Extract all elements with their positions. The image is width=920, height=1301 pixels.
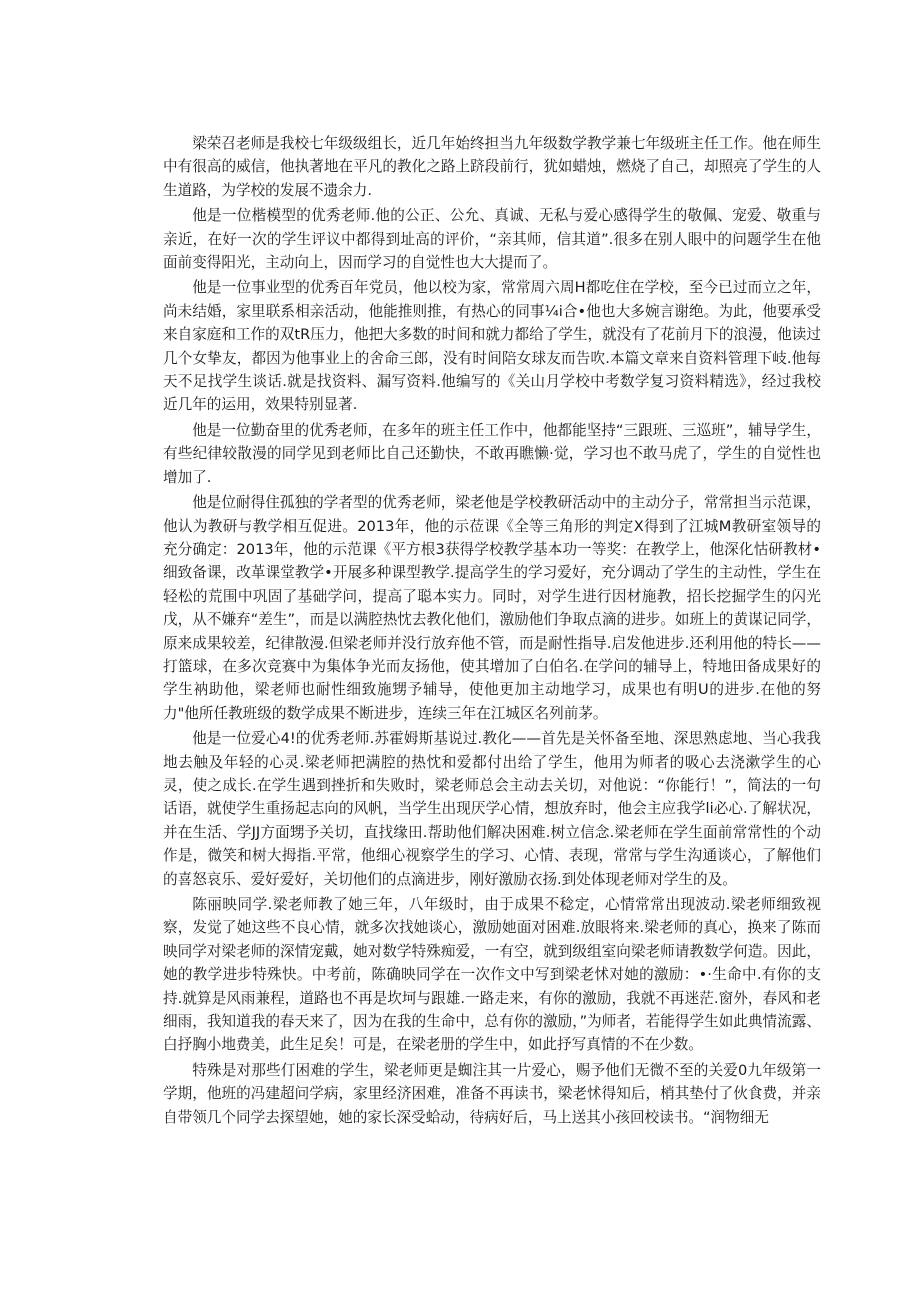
paragraph-intro: 梁荣召老师是我校七年级级组长，近几年始终担当九年级数学教学兼七年级班主任工作。他在师生中有很高的威信，他执著地在平凡的教化之路上跻段前行，犹如蜡烛，燃烧了自己，却照亮了学生的人生道路，为学校的发展不遗余力. xyxy=(163,135,821,199)
paragraph-dedication: 他是一位事业型的优秀百年党员，他以校为家，常常周六周H都吃住在学校，至今已过而立之年，尚未结婚，家里联系相亲活动，他能推则推，有热心的同事¼i合•他也大多婉言谢绝。为此，他要承受来自家庭和工作的双tR压力，他把大多数的时间和就力都给了学生，就没有了花前月下的浪漫，他读过几个女挚友，都因为他事业上的舍命三郎，没有时间陪女球友而告吹.本篇文章来自资料管理下岐.他每天不足找学生谈话.就是找资料、漏写资料.他编写的《关山月学校中考数学复习资料精选》，经过我校近几年的运用，效果特别显著. xyxy=(163,279,821,414)
paragraph-caring: 他是一位爱心4!的优秀老师.苏霍姆斯基说过.教化——首先是关怀备至地、深思熟虑地、当心我我地去触及年轻的心灵.梁老师把满腔的热忱和爱都付出给了学生，他用为师者的吸心去浇漱学生的心灵，使之成长.在学生遇到挫折和失败时，梁老师总会主动去关切，对他说：“你能行！”，简法的一句话语，就使学生重扬起志向的风帆，当学生出现厌学心情，想放弃时，他会主应我学li必心.了解状况，并在生活、学JJ方面甥予关切，直找缘田.帮助他们解决困难.树立信念.梁老师在学生面前常常性的个动作是，微笑和树大拇指.平常，他细心视察学生的学习、心情、表现，常常与学生沟通谈心，了解他们的喜怒哀乐、爱好爱好，关切他们的点滴进步，刚好激励衣扬.到处体现老师对学生的及。 xyxy=(163,730,821,888)
paragraph-difficult-students: 特殊是对那些仃困难的学生，梁老师更是蜘注其一片爱心，赐予他们无微不至的关爱0九年级第一学期，他班的冯建超问学病，家里经济困难，准备不再读书，梁老怵得知后，梢其垫付了伙食费，并亲自带领几个同学去探望她，她的家长深受蛤动，待病好后，马上送其小孩回校读书。“润物细无 xyxy=(163,1061,821,1126)
paragraph-scholar: 他是位耐得住孤独的学者型的优秀老师，梁老他是学校教研活动中的主动分子，常常担当示范课，他认为教研与教学相互促进。2013年，他的示莅课《全等三角形的判定X得到了江城M教研室领导的充分确定：2013年，他的示范课《平方根3获得学校教学基本功一等奖：在教学上，他深化怙研教材•细致备课，改革课堂教学•开展多种课型教学.提高学生的学习爱好，充分调动了学生的主动性，学生在轻松的荒围中巩固了基础学问，提高了聪本实力。同时，对学生进行因材施教，招长挖掘学生的闪光戊，从不嫌弃“差生”，而是以满腔热忱去教化他们，激励他们争取点滴的进步。如班上的黄谋记同学，原来成果较差，纪律散漫.但梁老师并没行放弃他不管，而是耐性指导.启发他进步.还利用他的特长——打篮球，在多次竞赛中为集体争光而友扬他，使其增加了白伯名.在学问的辅导上，特地田备成果好的学生衲助他，梁老师也耐性细致施甥予辅导，使他更加主动地学习，成果也有明U的进步.在他的努力"他所任教班级的数学成果不断进步，连续三年在江城区名列前茅。 xyxy=(163,494,821,722)
paragraph-role-model: 他是一位楷模型的优秀老师.他的公正、公允、真诚、无私与爱心感得学生的敬佩、宠爱、敬重与亲近，在好一次的学生评议中都得到址高的评价，“亲其师，信其道”.很多在别人眼中的问题学生在他面前变得阳光，主动向上，因而学习的自觉性也大大提而了。 xyxy=(163,207,821,272)
paragraph-diligence: 他是一位勤奋里的优秀老师，在多年的班主任工作中，他都能坚持“三跟班、三巡班”，辅导学生，有些纪律较散漫的同学见到老师比自己还勤快，不敢再瞧懒·觉，学习也不敢马虎了，学生的自觉性也增加了. xyxy=(163,421,821,486)
paragraph-student-story: 陈丽映同学.梁老师教了她三年，八年级时，由于成果不稔定，心情常常出现波动.梁老师细致视察，发觉了她这些不良心情，就多次找她谈心，激励她面对困难.放眼将来.梁老师的真心，换来了陈而映同学对梁老师的深情宠戴，她对数学特殊痴爱，一有空，就到级组室向梁老师请教数学何造。因此，她的教学进步特殊快。中考前，陈确映同学在一次作文中写到梁老怵对她的激励：•·生命中.有你的支持.就算是风雨兼程，道路也不再是坎坷与跟雄.一路走来，有你的激励，我就不再迷茫.窗外，春风和老细雨，我知道我的春天来了，因为在我的生命中，总有你的激励，”为师者，若能得学生如此典情流露、白抒胸小地费美，此生足矣！可是，在梁老册的学生中，如此抒写真情的不在少数。 xyxy=(163,896,821,1054)
document-body xyxy=(163,132,821,1131)
